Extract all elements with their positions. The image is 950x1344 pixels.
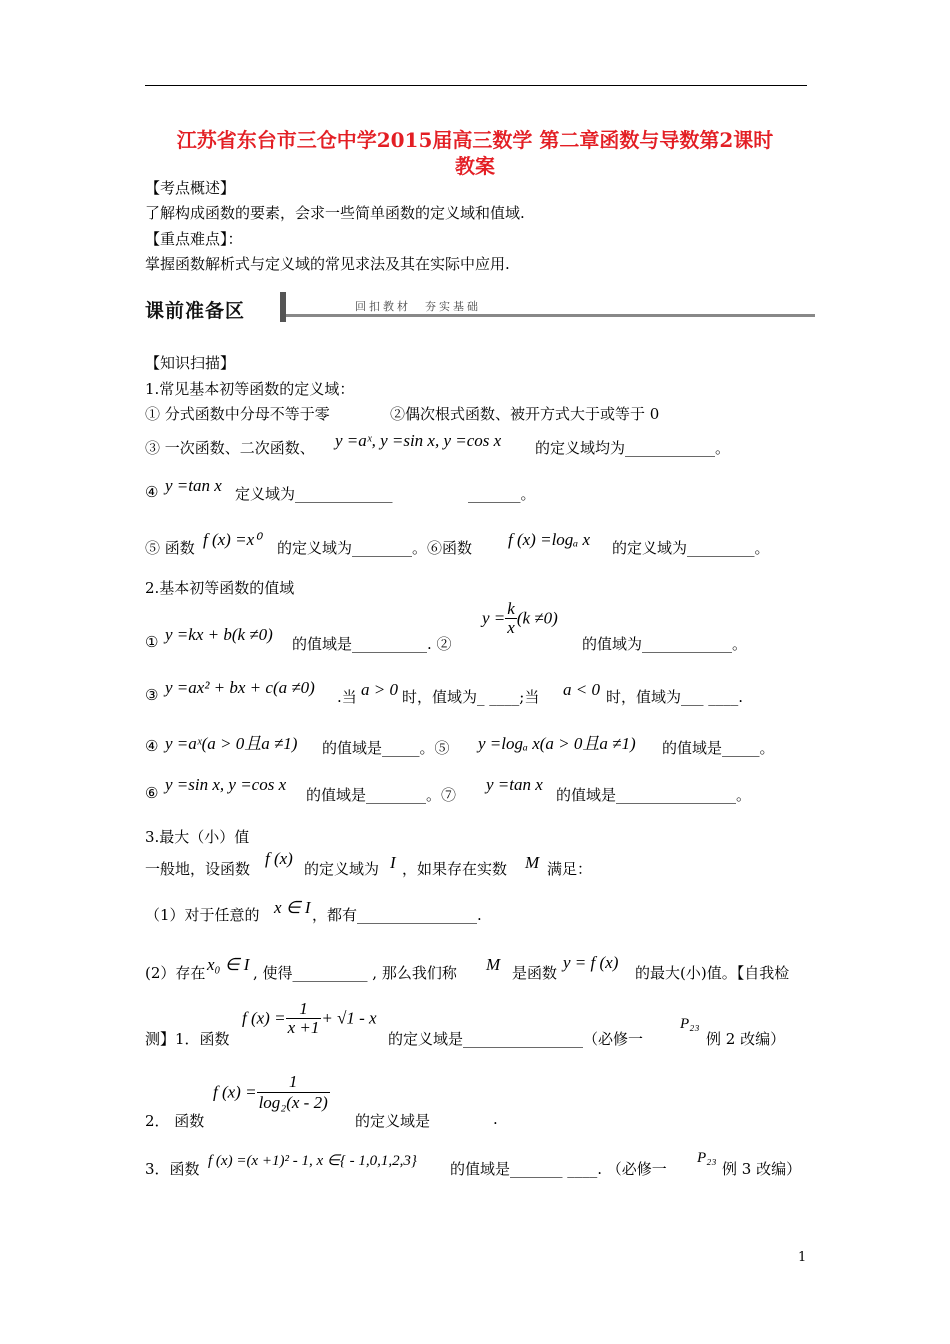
s2-line3a: ④: [145, 737, 159, 755]
banner-subtitle: 回扣教材 夯实基础: [355, 300, 481, 313]
s1-line2b: 的定义域均为____________。: [535, 439, 731, 457]
s2-formula2-num: k: [507, 599, 515, 618]
s2-line4c: 的值域是________________。: [556, 786, 752, 804]
s2-line1c: 的值域为____________。: [582, 635, 748, 653]
s2-line4b: 的值域是________。⑦: [306, 786, 457, 804]
s2-line2d: 时，值域为___ ____.: [606, 688, 744, 706]
s2-line3-formula2: y =logₐ x(a > 0且a ≠1): [478, 734, 636, 753]
exercise3-formula: f (x) =(x +1)² - 1, x ∈{ - 1,0,1,2,3}: [208, 1153, 417, 1169]
s2-formula2-tail: (k ≠0): [516, 608, 558, 628]
s1-line4b: 的定义域为________。⑥函数: [277, 539, 473, 557]
s1-line4a: ⑤ 函数: [145, 539, 195, 557]
s2-line3c: 的值域是_____。: [662, 739, 775, 757]
s3-line3-formula3: y = f (x): [563, 953, 619, 972]
s1-line4-formula1: f (x) =x⁰: [203, 530, 261, 549]
s1-title: 1.常见基本初等函数的定义域：: [145, 380, 355, 398]
kaodian-text: 了解构成函数的要素，会求一些简单函数的定义域和值域.: [145, 204, 525, 222]
exercise3-prefix: 3．函数: [145, 1160, 200, 1178]
s3-line3c: 是函数: [512, 964, 558, 982]
s1-line2-formula: y =aˣ, y =sin x, y =cos x: [335, 431, 502, 450]
s2-line2-formula: y =ax² + bx + c(a ≠0): [165, 678, 315, 697]
s2-line3b: 的值域是_____。⑤: [322, 739, 450, 757]
s3-line1-formula3: M: [525, 853, 540, 872]
s3-line3-formula: x₀ ∈ I: [207, 955, 250, 974]
zhongdian-text: 掌握函数解析式与定义域的常见求法及其在实际中应用.: [145, 255, 510, 273]
banner-title: 课前准备区: [145, 300, 246, 322]
s1-line4c: 的定义域为_________。: [612, 539, 770, 557]
s2-line1-formula1: y =kx + b(k ≠0): [165, 625, 273, 644]
s2-line2c: 时，值域为_ ____;当: [402, 688, 540, 706]
s1-line2a: ③ 一次函数、二次函数、: [145, 439, 315, 457]
exercise3-tail: 例 3 改编）: [722, 1160, 802, 1178]
s3-line1b: 的定义域为: [304, 860, 380, 878]
exercise2-text: 的定义域是: [355, 1112, 431, 1130]
exercise2-tail: .: [493, 1110, 498, 1128]
exercise1-tail: 例 2 改编）: [706, 1030, 786, 1048]
e1-num: 1: [286, 1000, 322, 1019]
s1-line1a: ① 分式函数中分母不等于零: [145, 405, 330, 423]
s2-line1b: 的值域是__________. ②: [292, 635, 452, 653]
e1-fraction: [286, 1000, 322, 1037]
s1-line1b: ②偶次根式函数、被开方式大于或等于 0: [390, 405, 660, 423]
s3-line1-formula2: I: [390, 853, 396, 872]
banner-divider: [280, 292, 286, 322]
s2-line4-formula2: y =tan x: [486, 775, 543, 794]
kaodian-header: 【考点概述】: [145, 179, 236, 197]
e2-fraction: [257, 1072, 330, 1113]
s3-line3d: 的最大(小)值。【自我检: [635, 964, 790, 982]
s2-line1-formula2: [482, 600, 558, 637]
s2-line1a: ①: [145, 633, 159, 651]
exercise1-text: 的定义域是________________（必修一: [388, 1030, 644, 1048]
s2-formula2-den: x: [507, 618, 515, 637]
s2-line2a: ③: [145, 686, 159, 704]
s3-line1d: 满足：: [547, 860, 593, 878]
s1-line3b: 定义域为_____________: [235, 485, 393, 503]
s2-line4a: ⑥: [145, 784, 159, 802]
exercise2-formula: [213, 1072, 330, 1113]
e1-tail: + √1 - x: [321, 1008, 377, 1028]
s2-line2-formula2: a > 0: [361, 680, 398, 699]
s3-line3-formula2: M: [486, 955, 501, 974]
knowledge-header: 【知识扫描】: [145, 354, 236, 372]
s3-line2b: ，都有________________.: [312, 906, 482, 924]
exercise1-prefix: 测】1．函数: [145, 1030, 230, 1048]
s3-line1a: 一般地，设函数: [145, 860, 251, 878]
s2-line3-formula1: y =aˣ(a > 0且a ≠1): [165, 734, 298, 753]
exercise1-page-ref: P₂₃: [680, 1016, 700, 1032]
document-title-line2: 教案: [455, 154, 495, 178]
exercise3-text: 的值域是_______ ____. （必修一: [450, 1160, 667, 1178]
s2-formula2-fraction: [505, 600, 517, 637]
e2-lhs: f (x) =: [213, 1082, 257, 1102]
page-number: 1: [798, 1250, 807, 1265]
s3-line2a: （1）对于任意的: [145, 906, 260, 924]
s3-line3a: (2）存在: [145, 964, 206, 982]
s1-line3c: _______。: [468, 485, 536, 503]
header-rule: [145, 85, 807, 86]
s3-line3b: , 使得__________ , 那么我们称: [253, 964, 457, 982]
exercise2-prefix: 2． 函数: [145, 1112, 205, 1130]
s3-line1-formula: f (x): [265, 849, 293, 868]
document-title: 江苏省东台市三仓中学2015届高三数学 第二章函数与导数第2课时: [176, 128, 774, 152]
e2-den: log₂(x - 2): [258, 1093, 328, 1112]
s1-line4-formula2: f (x) =logₐ x: [508, 530, 591, 549]
s2-title: 2.基本初等函数的值域: [145, 579, 295, 597]
s1-line3-formula: y =tan x: [165, 476, 222, 495]
s1-line3a: ④: [145, 483, 159, 501]
exercise3-page-ref: P₂₃: [697, 1150, 717, 1166]
s2-line4-formula1: y =sin x, y =cos x: [165, 775, 287, 794]
s2-formula2-lhs: y =: [482, 608, 506, 628]
s3-line1c: ，如果存在实数: [402, 860, 508, 878]
e2-num: 1: [257, 1072, 330, 1093]
exercise1-formula: [242, 1000, 377, 1037]
s2-line2b: .当: [337, 688, 357, 706]
s3-line2-formula: x ∈ I: [274, 898, 311, 917]
zhongdian-header: 【重点难点】：: [145, 230, 243, 248]
e1-den: x +1: [287, 1018, 320, 1037]
s2-line2-formula3: a < 0: [563, 680, 600, 699]
section-banner: [145, 290, 815, 326]
e1-lhs: f (x) =: [242, 1008, 286, 1028]
banner-rule: [286, 314, 815, 317]
s3-title: 3.最大（小）值: [145, 828, 250, 846]
